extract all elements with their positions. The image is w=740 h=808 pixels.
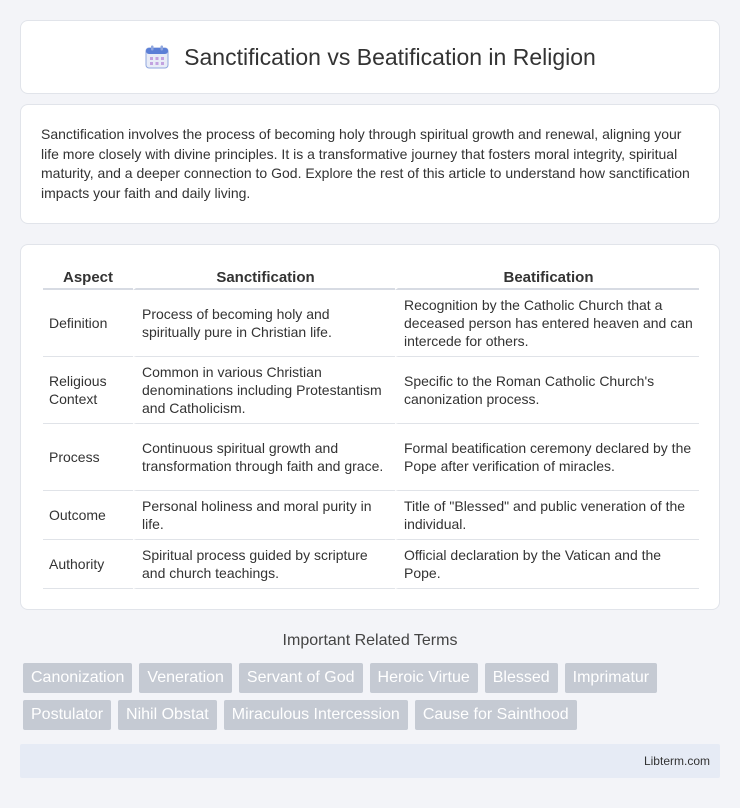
intro-card	[20, 104, 720, 224]
cell-beatification: Official declaration by the Vatican and the Pope.	[395, 540, 699, 589]
cell-aspect: Authority	[43, 540, 133, 589]
cell-beatification: Title of "Blessed" and public veneration of the individual.	[395, 491, 699, 540]
header-sanctification: Sanctification	[133, 265, 395, 290]
intro-text: Sanctification involves the process of becoming holy through spiritual growth and renewal, aligning your life more closely with divine principles. It is a transformative journey that fosters moral integrity, spiritual maturity, and a deeper connection to God. Explore the rest of this article to understand how sanctification impacts your faith and daily living.	[41, 126, 690, 201]
related-terms-list	[23, 663, 723, 730]
term-tag[interactable]: Imprimatur	[565, 663, 657, 693]
table-row	[43, 540, 699, 589]
cell-aspect: Process	[43, 424, 133, 491]
table-row	[43, 357, 699, 424]
term-tag[interactable]: Postulator	[23, 700, 111, 730]
header-aspect: Aspect	[43, 265, 133, 290]
cell-sanctification: Process of becoming holy and spiritually pure in Christian life.	[133, 290, 395, 357]
footer-site-link[interactable]: Libterm.com	[643, 754, 710, 768]
term-tag[interactable]: Miraculous Intercession	[224, 700, 408, 730]
table-row	[43, 290, 699, 357]
term-tag[interactable]: Nihil Obstat	[118, 700, 217, 730]
cell-aspect: Outcome	[43, 491, 133, 540]
term-tag[interactable]: Heroic Virtue	[370, 663, 478, 693]
term-tag[interactable]: Canonization	[23, 663, 132, 693]
footer	[20, 744, 720, 778]
cell-beatification: Specific to the Roman Catholic Church's canonization process.	[395, 357, 699, 424]
cell-sanctification: Common in various Christian denominations including Protestantism and Catholicism.	[133, 357, 395, 424]
cell-sanctification: Personal holiness and moral purity in life.	[133, 491, 395, 540]
term-tag[interactable]: Cause for Sainthood	[415, 700, 577, 730]
table-row	[43, 491, 699, 540]
table-row	[43, 424, 699, 491]
cell-aspect: Definition	[43, 290, 133, 357]
cell-beatification: Formal beatification ceremony declared by the Pope after verification of miracles.	[395, 424, 699, 491]
related-terms-heading: Important Related Terms	[282, 632, 458, 649]
comparison-card	[20, 244, 720, 610]
term-tag[interactable]: Servant of God	[239, 663, 363, 693]
table-header-row	[43, 265, 699, 290]
cell-beatification: Recognition by the Catholic Church that a deceased person has entered heaven and can intercede for others.	[395, 290, 699, 357]
title-card	[20, 20, 720, 94]
term-tag[interactable]: Veneration	[139, 663, 232, 693]
cell-aspect: Religious Context	[43, 357, 133, 424]
page-title: Sanctification vs Beatification in Religion	[184, 43, 596, 70]
comparison-table	[43, 265, 699, 589]
cell-sanctification: Continuous spiritual growth and transformation through faith and grace.	[133, 424, 395, 491]
calendar-icon	[144, 44, 170, 70]
term-tag[interactable]: Blessed	[485, 663, 558, 693]
cell-sanctification: Spiritual process guided by scripture and church teachings.	[133, 540, 395, 589]
header-beatification: Beatification	[395, 265, 699, 290]
